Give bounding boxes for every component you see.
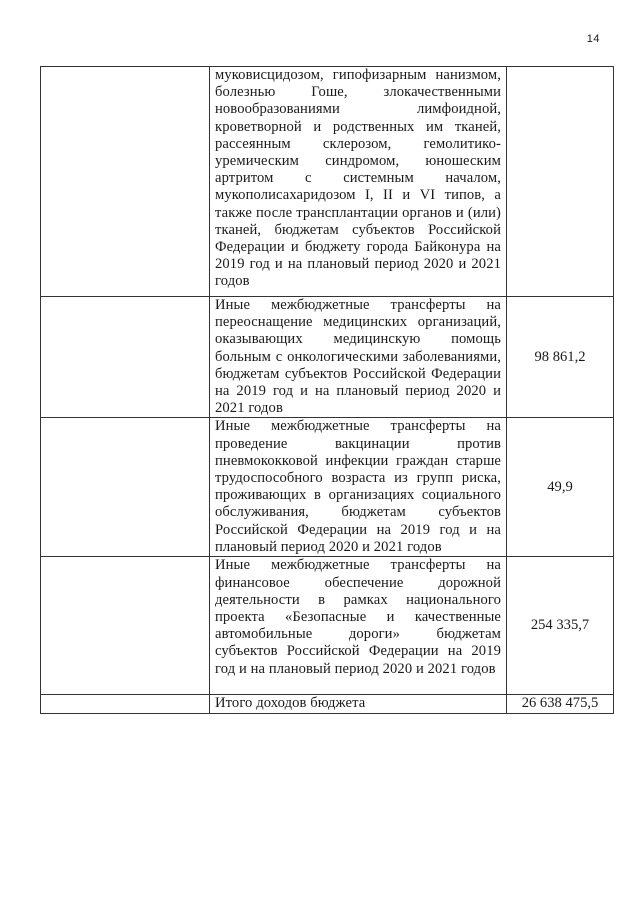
budget-revenue-table	[40, 66, 614, 714]
table-row	[41, 418, 614, 557]
code-cell	[41, 418, 210, 557]
amount-cell	[507, 297, 614, 418]
total-label: Итого доходов бюджета	[215, 695, 366, 712]
table-row	[41, 297, 614, 418]
amount-cell	[507, 418, 614, 557]
name-cell	[210, 67, 507, 297]
code-cell	[41, 695, 210, 713]
name-cell	[210, 297, 507, 418]
row-name-text: муковисцидозом, гипофизарным нанизмом, болезнью Гоше, злокачественными новообразованиями лимфоидной, кроветворной и родственных им тканей, рассеянным склерозом, гемолитико-уремическим синдромом, юношеским артритом с системным началом, мукополисахаридозом I, II и VI типов, а также после трансплантации органов и (или) тканей, бюджетам субъектов Российской Федерации и бюджету города Байконура на 2019 год и на плановый период 2020 и 2021 годов	[215, 67, 501, 290]
code-cell	[41, 297, 210, 418]
row-amount-text: 98 861,2	[534, 348, 586, 365]
amount-cell	[507, 557, 614, 695]
total-amount-cell	[507, 695, 614, 713]
table-row	[41, 557, 614, 695]
name-cell	[210, 557, 507, 695]
code-cell	[41, 67, 210, 297]
code-cell	[41, 557, 210, 695]
row-name-text: Иные межбюджетные трансферты на финансовое обеспечение дорожной деятельности в рамках национального проекта «Безопасные и качественные автомобильные дороги» бюджетам субъектов Российской Федерации на 2019 год и на плановый период 2020 и 2021 годов	[215, 557, 501, 677]
row-name-text: Иные межбюджетные трансферты на переоснащение медицинских организаций, оказывающих медицинскую помощь больным с онкологическими заболеваниями, бюджетам субъектов Российской Федерации на 2019 год и на плановый период 2020 и 2021 годов	[215, 297, 501, 417]
row-name-text: Иные межбюджетные трансферты на проведение вакцинации против пневмококковой инфекции граждан старше трудоспособного возраста из групп риска, проживающих в организациях социального обслуживания, бюджетам субъектов Российской Федерации на 2019 год и на плановый период 2020 и 2021 годов	[215, 418, 501, 555]
row-amount-text: 49,9	[547, 478, 573, 495]
total-amount: 26 638 475,5	[521, 695, 599, 712]
row-amount-text: 254 335,7	[530, 617, 590, 634]
total-label-cell	[210, 695, 507, 713]
table-row	[41, 67, 614, 297]
amount-cell	[507, 67, 614, 297]
name-cell	[210, 418, 507, 557]
total-row	[41, 695, 614, 713]
page-number: 14	[586, 33, 600, 45]
